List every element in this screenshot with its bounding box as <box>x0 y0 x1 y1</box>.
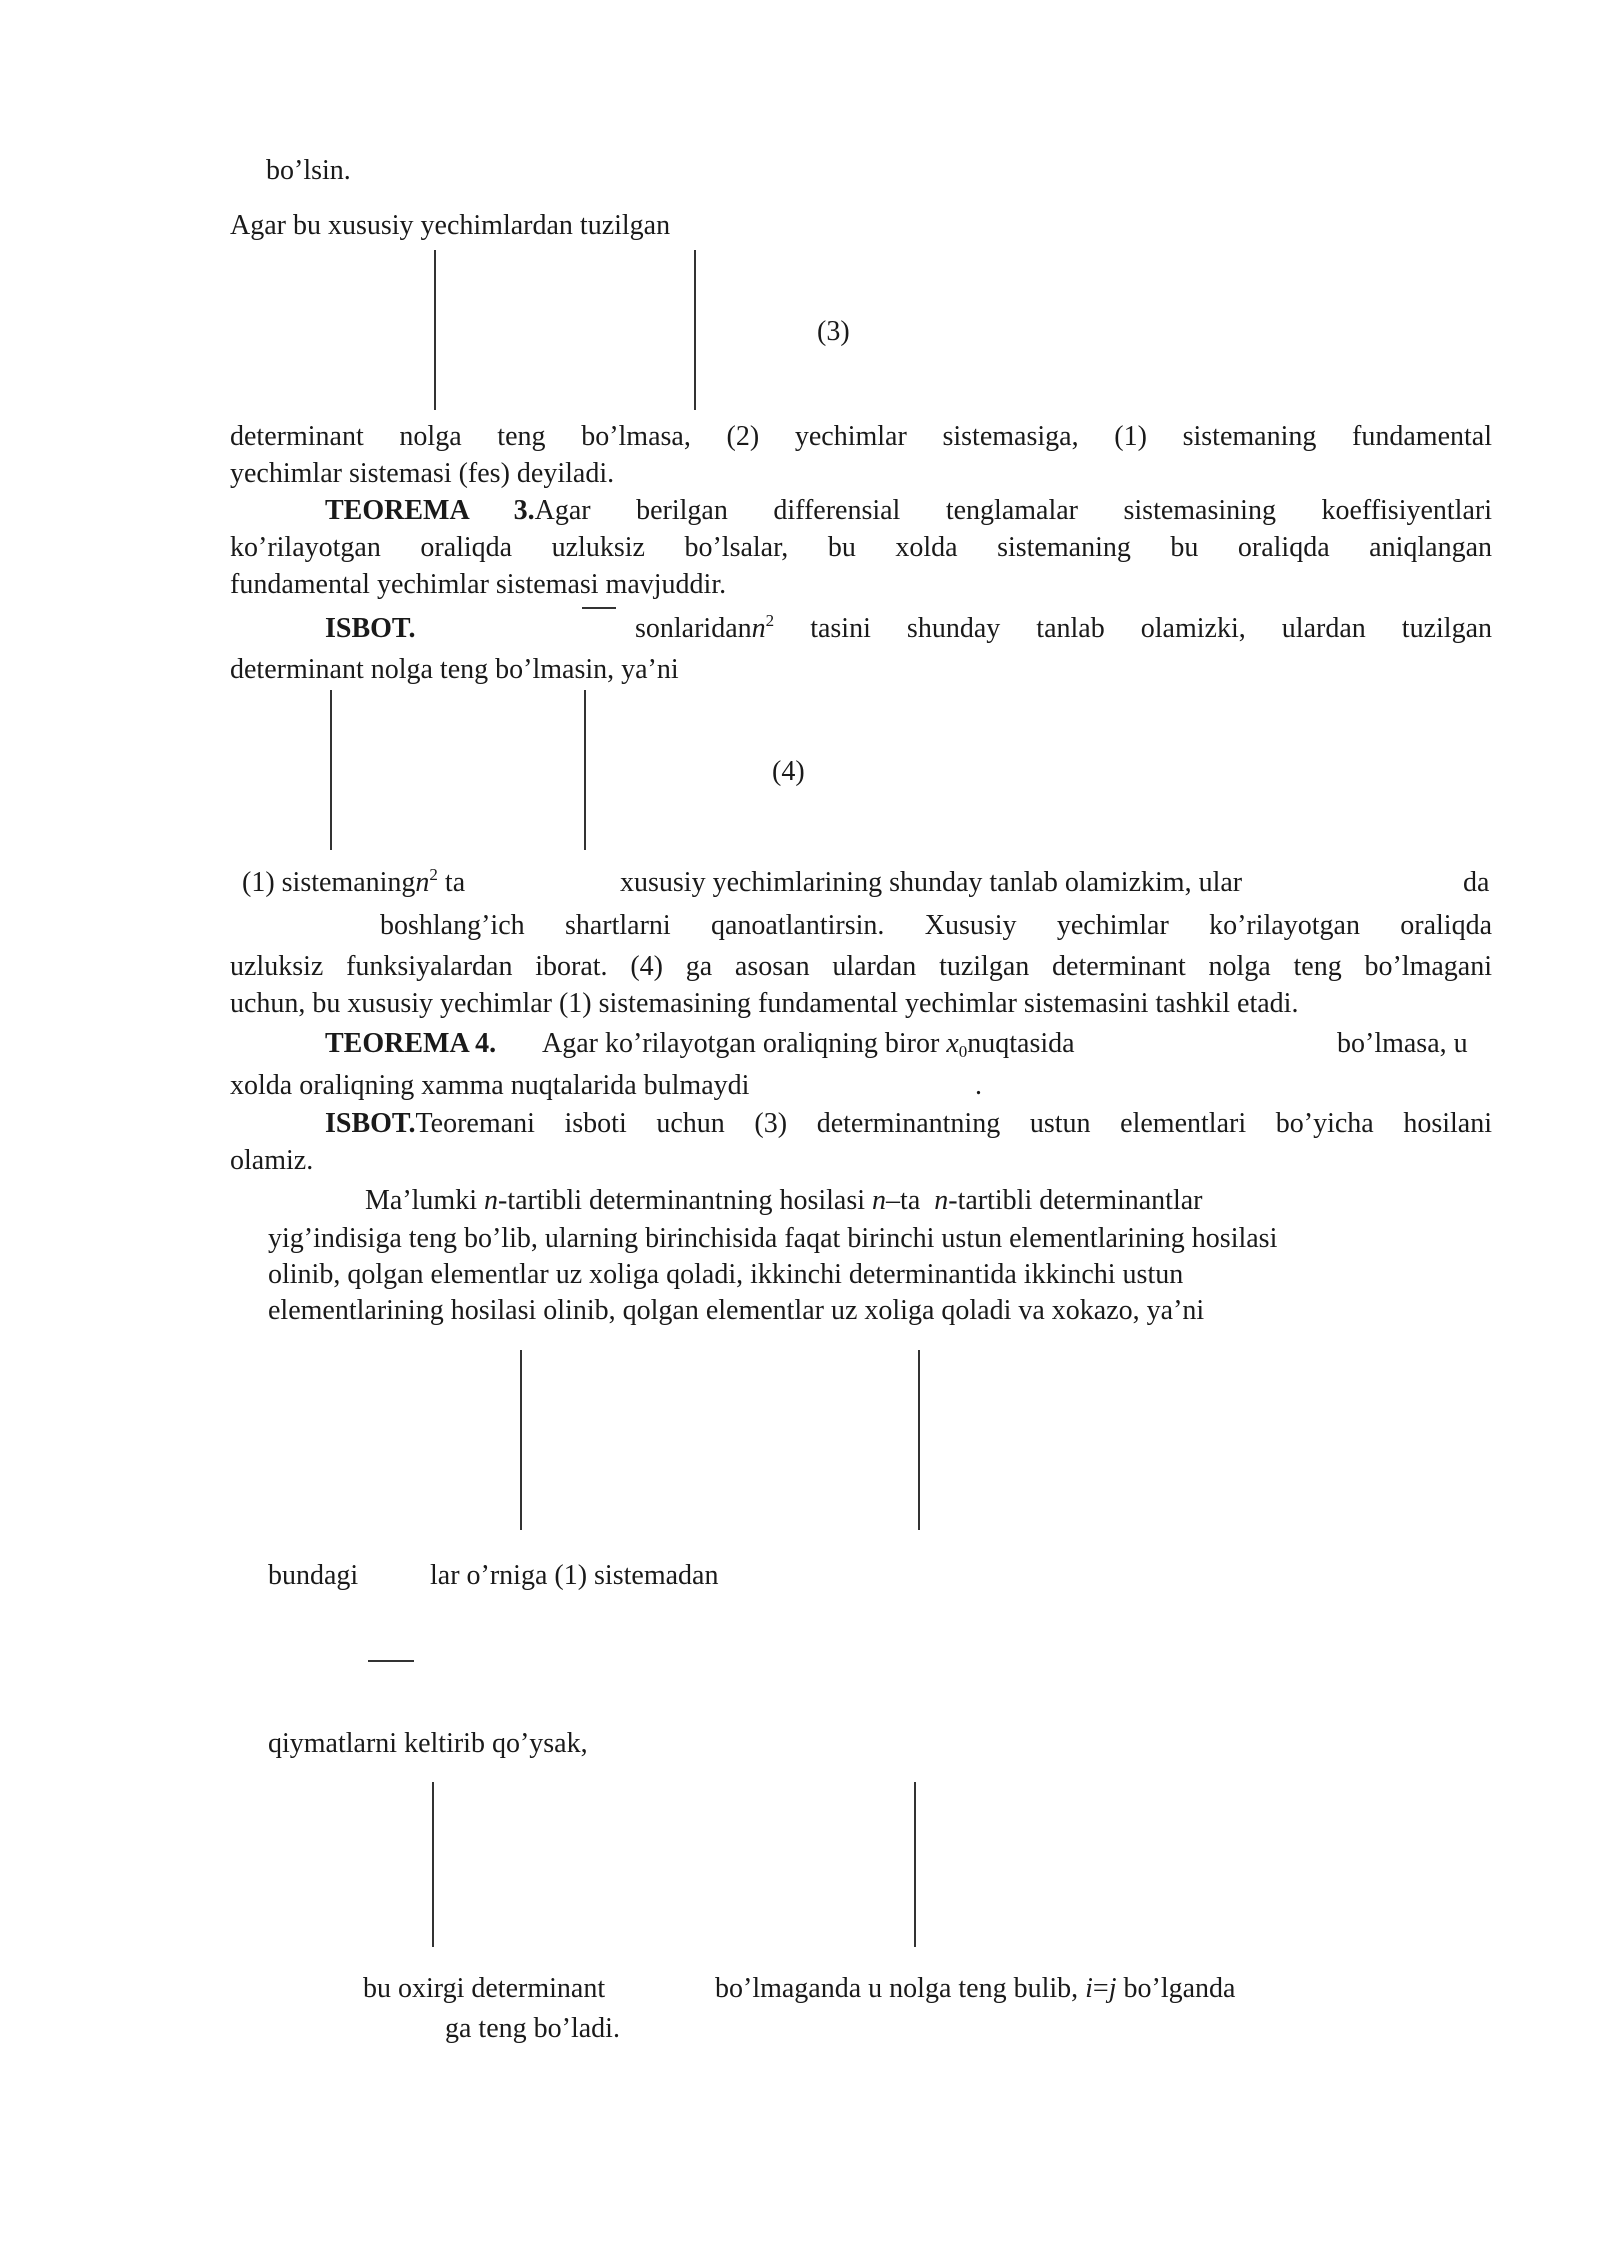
text-line: yechimlar sistemasi (fes) deyiladi. <box>230 458 615 489</box>
text-span: nuqtasida <box>967 1028 1075 1059</box>
theorem-3-text: Agar berilgan differensial tenglamalar sistemasining koeffisiyentlari <box>534 495 1492 526</box>
text-span: (1) sistemaning <box>242 867 416 898</box>
text-span: –ta <box>886 1185 921 1216</box>
determinant-bar-left <box>432 1782 434 1947</box>
text-span <box>715 1970 1235 2007</box>
italic-x: x <box>946 1028 959 1059</box>
paragraph-fundamental-system <box>230 948 1492 1022</box>
text-line: ga teng bo’ladi. <box>445 2013 620 2044</box>
text-line: olinib, qolgan elementlar uz xoliga qoladi, ikkinchi determinantida ikkinchi ustun <box>268 1259 1184 1290</box>
italic-n: n <box>484 1185 498 1216</box>
text-line: qiymatlarni keltirib qo’ysak, <box>268 1728 588 1759</box>
text-span: bo’lganda <box>1123 1973 1236 2004</box>
paragraph-fes-definition <box>230 418 1492 492</box>
proof-2 <box>230 1105 1492 1179</box>
equation-number-4: (4) <box>772 756 805 787</box>
overline-formula-mark <box>368 1660 414 1662</box>
text-line: yig’indisiga teng bo’lib, ularning birinchisida faqat birinchi ustun elementlarining hosilasi <box>268 1223 1278 1254</box>
text-line-agar: Agar bu xususiy yechimlardan tuzilgan <box>230 210 671 241</box>
text-line: uzluksiz funksiyalardan iborat. (4) ga asosan ulardan tuzilgan determinant nolga teng bo’lmagani <box>230 951 1492 982</box>
text-line: elementlarining hosilasi olinib, qolgan elementlar uz xoliga qoladi va xokazo, ya’ni <box>268 1295 1205 1326</box>
text-span: sonlaridan <box>635 613 752 644</box>
italic-n: n <box>751 613 766 644</box>
determinant-bar-right <box>584 690 586 850</box>
theorem-4-label: TEOREMA 4. <box>325 1028 497 1059</box>
text-span: Ma’lumki <box>365 1185 477 1216</box>
theorem-3-label: TEOREMA 3. <box>325 495 535 526</box>
text-span: bo’lmaganda u nolga teng bulib, <box>715 1973 1079 2004</box>
determinant-bar-left <box>330 690 332 850</box>
text-span: bundagi <box>268 1560 359 1591</box>
superscript-2: 2 <box>765 611 775 630</box>
text-span <box>542 1025 1075 1062</box>
proof-label: ISBOT. <box>325 613 416 644</box>
text-line: determinant nolga teng bo’lmasa, (2) yechimlar sistemasiga, (1) sistemaning fundamental <box>230 421 1492 452</box>
text-span: -tartibli determinantning hosilasi <box>498 1185 866 1216</box>
text-line: boshlang’ich shartlarni qanoatlantirsin. Xususiy yechimlar ko’rilayotgan oraliqda <box>380 910 1492 941</box>
determinant-bar-left <box>520 1350 522 1530</box>
text-line: olamiz. <box>230 1145 314 1176</box>
text-span: Agar ko’rilayotgan oraliqning biror <box>542 1028 940 1059</box>
italic-j: j <box>1108 1973 1117 2004</box>
determinant-bar-right <box>914 1782 916 1947</box>
text-span: ta <box>444 867 466 898</box>
text-line: fundamental yechimlar sistemasi mavjuddir. <box>230 569 727 600</box>
theorem-3 <box>230 492 1492 603</box>
text-span: bo’lmasa, u <box>1337 1028 1468 1059</box>
text-line: xolda oraliqning xamma nuqtalarida bulmaydi <box>230 1070 750 1101</box>
proof-line-1 <box>635 610 1492 647</box>
text-span: lar o’rniga (1) sistemadan <box>430 1560 719 1591</box>
determinant-bar-right <box>918 1350 920 1530</box>
determinant-bar-right <box>694 250 696 410</box>
equation-number-3: (3) <box>817 316 850 347</box>
text-line <box>230 1105 1492 1142</box>
text-line-bolsin: bo’lsin. <box>266 155 351 186</box>
text-span: -tartibli determinantlar <box>948 1185 1203 1216</box>
italic-n: n <box>415 867 430 898</box>
text-span <box>242 864 465 901</box>
text-span: tasini shunday tanlab olamizki, ulardan tuzilgan <box>810 613 1493 644</box>
overline-formula-mark <box>582 607 616 609</box>
text-line: uchun, bu xususiy yechimlar (1) sistemasining fundamental yechimlar sistemasini tashkil etadi. <box>230 988 1299 1019</box>
determinant-bar-left <box>434 250 436 410</box>
subscript-0: 0 <box>958 1042 968 1061</box>
text-span: bu oxirgi determinant <box>363 1973 606 2004</box>
text-line <box>230 492 1492 529</box>
proof-line-2: determinant nolga teng bo’lmasin, ya’ni <box>230 654 679 685</box>
superscript-2: 2 <box>429 865 438 884</box>
proof-label: ISBOT. <box>325 1108 416 1139</box>
text-span: Teoremani isboti uchun (3) determinantning ustun elementlari bo’yicha hosilani <box>415 1108 1492 1139</box>
equals-sign: = <box>1092 1973 1109 2004</box>
italic-n: n <box>934 1185 949 1216</box>
text-span: xususiy yechimlarining shunday tanlab olamizkim, ular <box>620 867 1243 898</box>
italic-n: n <box>872 1185 887 1216</box>
italic-i: i <box>1085 1973 1093 2004</box>
text-span: da <box>1463 867 1490 898</box>
text-period: . <box>975 1070 982 1101</box>
text-line: ko’rilayotgan oraliqda uzluksiz bo’lsalar, bu xolda sistemaning bu oraliqda aniqlangan <box>230 532 1492 563</box>
text-line <box>365 1182 1203 1219</box>
